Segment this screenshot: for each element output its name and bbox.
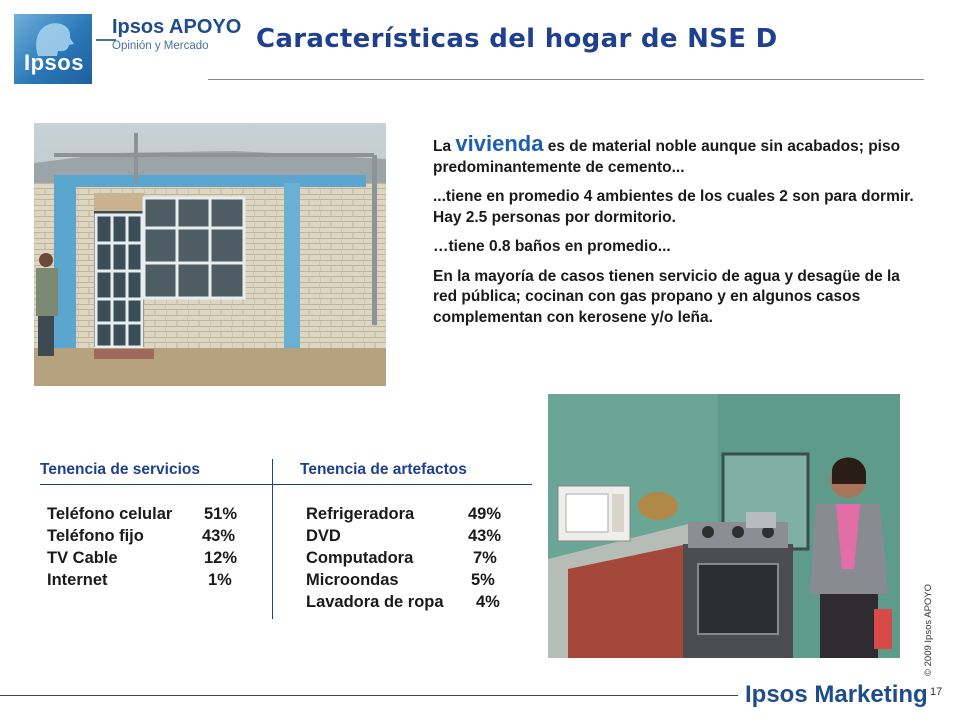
item-value: 43% xyxy=(468,527,502,545)
item-label: DVD xyxy=(306,527,341,545)
brand-block xyxy=(112,16,241,52)
table-header-divider xyxy=(40,484,532,485)
list-item xyxy=(306,525,526,547)
highlight-word: vivienda xyxy=(455,131,544,156)
list-item xyxy=(306,591,526,613)
ipsos-logo xyxy=(14,14,92,84)
table-column-divider xyxy=(272,459,273,619)
servicios-list xyxy=(47,503,267,591)
item-label: Microondas xyxy=(306,571,399,589)
item-value: 1% xyxy=(208,571,232,589)
description-paragraph xyxy=(433,131,923,178)
brand-subtitle: Opinión y Mercado xyxy=(112,40,209,52)
item-label: Teléfono celular xyxy=(47,505,173,523)
list-item xyxy=(47,569,267,591)
description-paragraph: En la mayoría de casos tienen servicio de agua y desagüe de la red pública; cocinan con gas propano y en algunos casos complementan con kerosene y/o leña. xyxy=(433,267,900,326)
item-label: Refrigeradora xyxy=(306,505,415,523)
description-paragraph: ...tiene en promedio 4 ambientes de los cuales 2 son para dormir. Hay 2.5 personas por dormitorio. xyxy=(433,188,914,226)
list-item xyxy=(306,547,526,569)
housing-description xyxy=(433,131,923,337)
item-label: Internet xyxy=(47,571,108,589)
brand-name: Ipsos APOYO xyxy=(112,16,242,38)
list-item xyxy=(306,569,526,591)
footer-brand-logo: Ipsos Marketing xyxy=(745,681,928,708)
page-title: Características del hogar de NSE D xyxy=(256,24,778,54)
item-label: Computadora xyxy=(306,549,414,567)
description-text: es de material noble aunque sin acabados; piso predominantemente de cemento... xyxy=(433,138,901,176)
logo-text: Ipsos xyxy=(24,50,84,75)
house-photo xyxy=(34,123,386,386)
item-value: 5% xyxy=(471,571,495,589)
footer-divider xyxy=(0,695,738,696)
item-value: 43% xyxy=(202,527,236,545)
list-item xyxy=(47,547,267,569)
item-value: 49% xyxy=(468,505,502,523)
item-label: Teléfono fijo xyxy=(47,527,144,545)
artefactos-heading: Tenencia de artefactos xyxy=(300,461,467,478)
description-paragraph: …tiene 0.8 baños en promedio... xyxy=(433,238,671,255)
title-divider xyxy=(208,79,924,80)
list-item xyxy=(47,525,267,547)
item-value: 12% xyxy=(204,549,238,567)
brand-divider-icon xyxy=(96,34,116,46)
copyright-text: © 2009 Ipsos APOYO xyxy=(923,583,934,676)
list-item xyxy=(306,503,526,525)
kitchen-photo xyxy=(548,394,900,658)
page-number: 17 xyxy=(930,686,943,698)
item-value: 51% xyxy=(204,505,238,523)
item-label: TV Cable xyxy=(47,549,118,567)
item-value: 4% xyxy=(476,593,500,611)
list-item xyxy=(47,503,267,525)
item-label: Lavadora de ropa xyxy=(306,593,444,611)
description-text: La xyxy=(433,138,456,155)
servicios-heading: Tenencia de servicios xyxy=(40,461,200,478)
artefactos-list xyxy=(306,503,526,613)
item-value: 7% xyxy=(473,549,497,567)
